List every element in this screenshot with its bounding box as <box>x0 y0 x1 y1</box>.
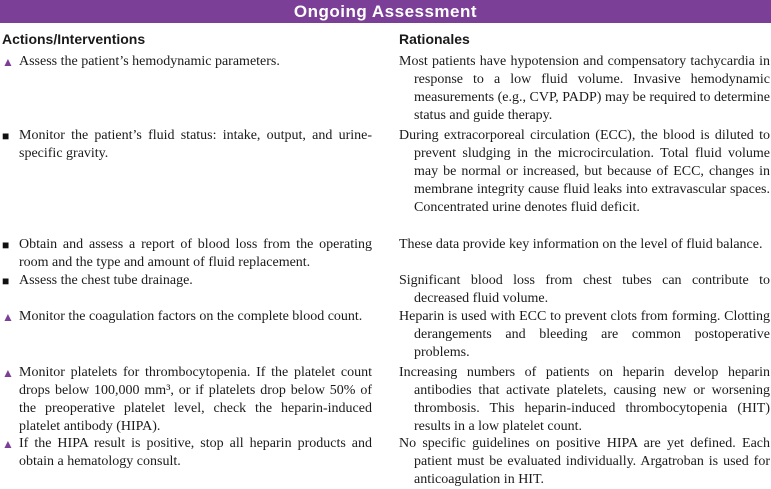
actions-column-header: Actions/Interventions <box>2 31 146 47</box>
action-cell <box>0 364 372 436</box>
action-text: Obtain and assess a report of blood loss from the operating room and the type and amount of fluid replacement. <box>19 237 372 270</box>
action-cell <box>0 236 372 272</box>
rationale-text: Most patients have hypotension and compensatory tachycardia in response to a low fluid volume. Invasive hemodynamic measurements (e.g., CVP, PADP) may be required to determine status and guide therapy. <box>399 54 770 123</box>
rationale-text: Significant blood loss from chest tubes can contribute to decreased fluid volume. <box>399 273 770 306</box>
action-cell <box>0 53 372 71</box>
section-banner: Ongoing Assessment <box>0 0 771 23</box>
square-marker-icon: ■ <box>2 129 10 143</box>
triangle-marker-icon: ▲ <box>2 437 14 451</box>
rationale-text: No specific guidelines on positive HIPA are yet defined. Each patient must be evaluated individually. Argatroban is used for anticoagulation in HIT. <box>399 436 770 487</box>
action-text: If the HIPA result is positive, stop all heparin products and obtain a hematology consult. <box>19 436 372 469</box>
action-text: Monitor the coagulation factors on the complete blood count. <box>19 309 363 324</box>
rationale-text: Increasing numbers of patients on heparin develop heparin antibodies that activate platelets, causing new or worsening thrombosis. This heparin-induced thrombocytopenia (HIT) results in a low platelet count. <box>399 365 770 434</box>
triangle-marker-icon: ▲ <box>2 55 14 69</box>
action-text: Assess the chest tube drainage. <box>19 273 193 288</box>
triangle-marker-icon: ▲ <box>2 310 14 324</box>
action-cell <box>0 272 372 290</box>
action-text: Assess the patient’s hemodynamic parameters. <box>19 54 280 69</box>
action-text: Monitor platelets for thrombocytopenia. If the platelet count drops below 100,000 mm³, or if platelets drop below 50% of the preoperative platelet level, check the heparin-induced platelet antibody (HIPA). <box>19 365 372 434</box>
action-cell <box>0 435 372 471</box>
triangle-marker-icon: ▲ <box>2 366 14 380</box>
square-marker-icon: ■ <box>2 274 10 288</box>
action-text: Monitor the patient’s fluid status: intake, output, and urine-specific gravity. <box>19 128 372 161</box>
rationale-text: These data provide key information on the level of fluid balance. <box>399 237 763 252</box>
rationale-text: Heparin is used with ECC to prevent clots from forming. Clotting derangements and bleeding are common postoperative problems. <box>399 309 770 360</box>
rationale-text: During extracorporeal circulation (ECC), the blood is diluted to prevent sludging in the microcirculation. Total fluid volume may be normal or increased, but because of ECC, changes in membrane integrity cause fluid leaks into extravascular spaces. Concentrated urine denotes fluid deficit. <box>399 128 770 215</box>
rationales-column-header: Rationales <box>399 31 470 47</box>
action-cell <box>0 127 372 163</box>
square-marker-icon: ■ <box>2 238 10 252</box>
action-cell <box>0 308 372 326</box>
